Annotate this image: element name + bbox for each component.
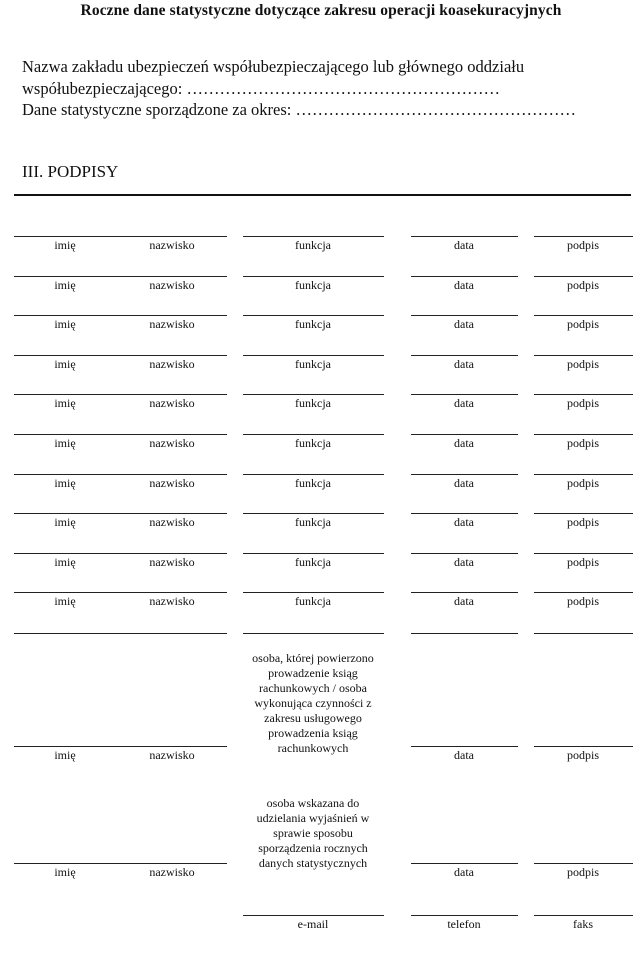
- function-label: funkcja: [295, 357, 331, 371]
- function-signature-line[interactable]: [243, 315, 384, 316]
- date-signature-line[interactable]: [411, 394, 518, 395]
- accounting-name-line[interactable]: [14, 746, 227, 747]
- date-signature-line[interactable]: [411, 315, 518, 316]
- separator-line[interactable]: [411, 633, 518, 634]
- signature-label: podpis: [566, 278, 600, 292]
- date-signature-line[interactable]: [411, 236, 518, 237]
- function-label: funkcja: [295, 396, 331, 410]
- insurer-name-line-2: współubezpieczającego: …………………………………………………: [22, 79, 500, 98]
- contact-person-description: osoba wskazana do udzielania wyjaśnień w sprawie sposobu sporządzenia rocznych danych statystycznych: [256, 796, 370, 870]
- function-label: funkcja: [295, 594, 331, 608]
- function-signature-line[interactable]: [243, 434, 384, 435]
- fax-line[interactable]: [534, 915, 633, 916]
- function-label: funkcja: [295, 278, 331, 292]
- date-label: data: [454, 865, 474, 879]
- date-label: data: [454, 238, 474, 252]
- function-signature-line[interactable]: [243, 394, 384, 395]
- signature-line[interactable]: [534, 315, 633, 316]
- date-label: data: [454, 436, 474, 450]
- phone-label: telefon: [447, 917, 481, 931]
- signature-label: podpis: [566, 748, 600, 762]
- section-rule: [14, 194, 631, 196]
- date-signature-line[interactable]: [411, 592, 518, 593]
- first-name-label: imię: [54, 357, 76, 371]
- contact-signature-line[interactable]: [534, 863, 633, 864]
- name-signature-line[interactable]: [14, 355, 227, 356]
- function-label: funkcja: [295, 436, 331, 450]
- function-signature-line[interactable]: [243, 474, 384, 475]
- date-label: data: [454, 748, 474, 762]
- date-label: data: [454, 594, 474, 608]
- section-heading: III. PODPISY: [22, 162, 119, 181]
- function-signature-line[interactable]: [243, 513, 384, 514]
- date-label: data: [454, 317, 474, 331]
- surname-label: nazwisko: [149, 238, 195, 252]
- signature-label: podpis: [566, 436, 600, 450]
- first-name-label: imię: [54, 748, 76, 762]
- signature-label: podpis: [566, 594, 600, 608]
- signature-line[interactable]: [534, 434, 633, 435]
- date-signature-line[interactable]: [411, 434, 518, 435]
- surname-label: nazwisko: [149, 476, 195, 490]
- function-signature-line[interactable]: [243, 553, 384, 554]
- surname-label: nazwisko: [149, 555, 195, 569]
- first-name-label: imię: [54, 278, 76, 292]
- insurer-name-line-1: Nazwa zakładu ubezpieczeń współubezpieczającego lub głównego oddziału: [22, 57, 525, 76]
- period-line: Dane statystyczne sporządzone za okres: ……………………………………………: [22, 100, 577, 119]
- first-name-label: imię: [54, 594, 76, 608]
- name-signature-line[interactable]: [14, 394, 227, 395]
- date-signature-line[interactable]: [411, 355, 518, 356]
- name-signature-line[interactable]: [14, 592, 227, 593]
- signature-line[interactable]: [534, 592, 633, 593]
- first-name-label: imię: [54, 317, 76, 331]
- contact-name-line[interactable]: [14, 863, 227, 864]
- contact-date-line[interactable]: [411, 863, 518, 864]
- separator-line[interactable]: [14, 633, 227, 634]
- signature-line[interactable]: [534, 474, 633, 475]
- fax-label: faks: [573, 917, 593, 931]
- date-label: data: [454, 396, 474, 410]
- surname-label: nazwisko: [149, 317, 195, 331]
- function-signature-line[interactable]: [243, 355, 384, 356]
- signature-line[interactable]: [534, 355, 633, 356]
- signature-line[interactable]: [534, 276, 633, 277]
- surname-label: nazwisko: [149, 396, 195, 410]
- signature-label: podpis: [566, 515, 600, 529]
- function-label: funkcja: [295, 317, 331, 331]
- signature-label: podpis: [566, 476, 600, 490]
- date-signature-line[interactable]: [411, 513, 518, 514]
- signature-label: podpis: [566, 317, 600, 331]
- date-label: data: [454, 357, 474, 371]
- function-label: funkcja: [295, 238, 331, 252]
- date-label: data: [454, 278, 474, 292]
- signature-line[interactable]: [534, 394, 633, 395]
- function-signature-line[interactable]: [243, 276, 384, 277]
- first-name-label: imię: [54, 436, 76, 450]
- surname-label: nazwisko: [149, 748, 195, 762]
- signature-line[interactable]: [534, 236, 633, 237]
- signature-label: podpis: [566, 238, 600, 252]
- date-signature-line[interactable]: [411, 276, 518, 277]
- separator-line[interactable]: [243, 633, 384, 634]
- document-title: Roczne dane statystyczne dotyczące zakresu operacji koasekuracyjnych: [80, 2, 562, 19]
- surname-label: nazwisko: [149, 357, 195, 371]
- signature-label: podpis: [566, 396, 600, 410]
- surname-label: nazwisko: [149, 436, 195, 450]
- first-name-label: imię: [54, 238, 76, 252]
- name-signature-line[interactable]: [14, 553, 227, 554]
- date-signature-line[interactable]: [411, 553, 518, 554]
- accounting-date-line[interactable]: [411, 746, 518, 747]
- function-label: funkcja: [295, 555, 331, 569]
- name-signature-line[interactable]: [14, 434, 227, 435]
- function-signature-line[interactable]: [243, 236, 384, 237]
- name-signature-line[interactable]: [14, 474, 227, 475]
- surname-label: nazwisko: [149, 515, 195, 529]
- first-name-label: imię: [54, 396, 76, 410]
- surname-label: nazwisko: [149, 594, 195, 608]
- name-signature-line[interactable]: [14, 236, 227, 237]
- name-signature-line[interactable]: [14, 513, 227, 514]
- date-label: data: [454, 476, 474, 490]
- date-signature-line[interactable]: [411, 474, 518, 475]
- accounting-signature-line[interactable]: [534, 746, 633, 747]
- date-label: data: [454, 515, 474, 529]
- first-name-label: imię: [54, 555, 76, 569]
- name-signature-line[interactable]: [14, 276, 227, 277]
- signature-label: podpis: [566, 357, 600, 371]
- signature-label: podpis: [566, 555, 600, 569]
- function-label: funkcja: [295, 476, 331, 490]
- separator-line[interactable]: [534, 633, 633, 634]
- surname-label: nazwisko: [149, 278, 195, 292]
- email-label: e-mail: [297, 917, 329, 931]
- function-label: funkcja: [295, 515, 331, 529]
- date-label: data: [454, 555, 474, 569]
- function-signature-line[interactable]: [243, 592, 384, 593]
- signature-line[interactable]: [534, 513, 633, 514]
- phone-line[interactable]: [411, 915, 518, 916]
- signature-label: podpis: [566, 865, 600, 879]
- accounting-person-description: osoba, której powierzono prowadzenie ksiąg rachunkowych / osoba wykonująca czynności z zakresu usługowego prowadzenia ksiąg rachunkowych: [252, 651, 374, 755]
- name-signature-line[interactable]: [14, 315, 227, 316]
- signature-line[interactable]: [534, 553, 633, 554]
- email-line[interactable]: [243, 915, 384, 916]
- surname-label: nazwisko: [149, 865, 195, 879]
- first-name-label: imię: [54, 476, 76, 490]
- first-name-label: imię: [54, 865, 76, 879]
- first-name-label: imię: [54, 515, 76, 529]
